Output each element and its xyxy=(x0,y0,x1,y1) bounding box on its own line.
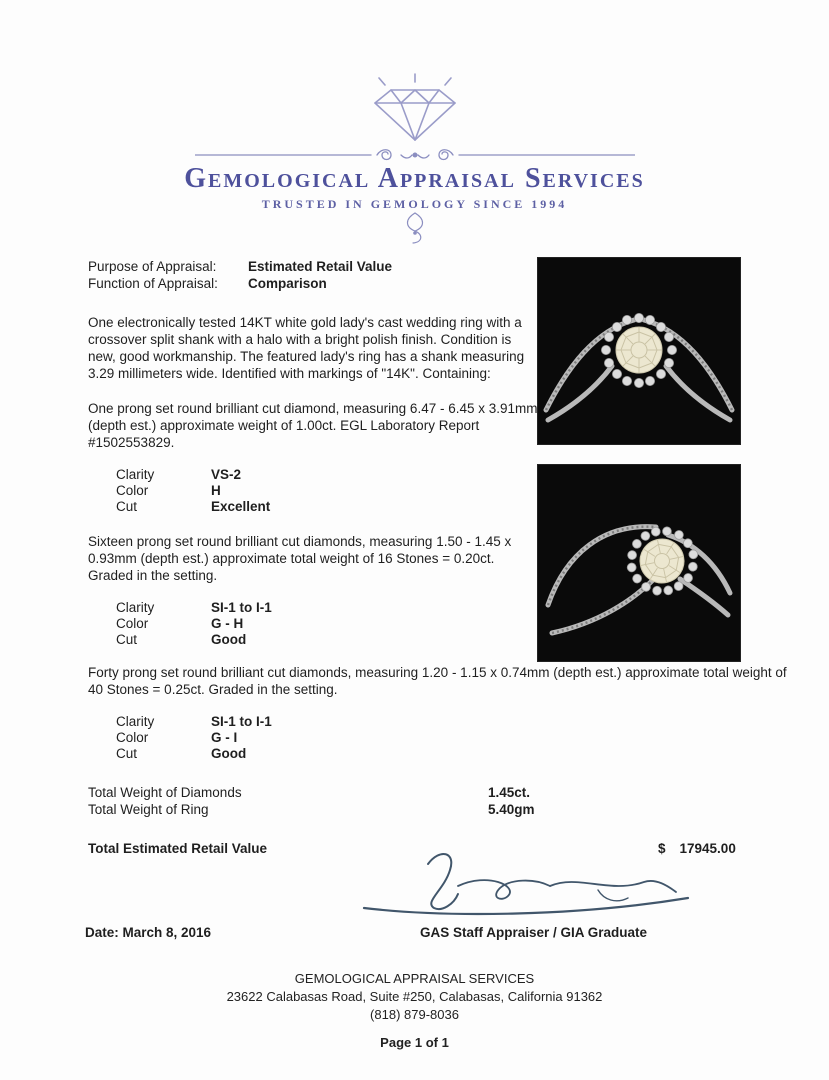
small-flourish-bottom-icon xyxy=(385,211,445,245)
grade-row xyxy=(116,483,793,499)
clarity-label: Clarity xyxy=(116,467,155,482)
color-label: Color xyxy=(116,483,149,498)
ring-description: One electronically tested 14KT white gold lady's cast wedding ring with a crossover split shank with a halo with a bright polish finish. Condition is new, good workmanship. The featured lady's ring has a shank measuring 3.29 millimeters wide. Identified with markings of "14K". Containing: xyxy=(88,315,525,381)
clarity-value: SI-1 to I-1 xyxy=(211,714,272,729)
brand-header xyxy=(0,70,829,245)
clarity-label: Clarity xyxy=(116,600,155,615)
brand-name: Gemological Appraisal Services xyxy=(184,163,645,194)
color-value: G - I xyxy=(211,730,238,745)
scroll-flourish-top-icon xyxy=(195,146,635,162)
date-label: Date: March 8, 2016 xyxy=(85,925,212,940)
total-diamonds-row xyxy=(88,784,793,801)
cut-value: Good xyxy=(211,746,247,761)
footer-address: 23622 Calabasas Road, Suite #250, Calabasas, California 91362 xyxy=(226,989,603,1004)
cut-label: Cut xyxy=(116,499,138,514)
stone-3-description: Forty prong set round brilliant cut diamonds, measuring 1.20 - 1.15 x 0.74mm (depth est.) approximate total weight of 40 Stones = 0.25ct. Graded in the setting. xyxy=(88,665,787,697)
grade-row xyxy=(116,499,793,515)
cut-label: Cut xyxy=(116,746,138,761)
grade-row xyxy=(116,632,793,648)
retail-value: 17945.00 xyxy=(679,841,736,856)
stone-1-description: One prong set round brilliant cut diamond, measuring 6.47 - 6.45 x 3.91mm (depth est.) approximate weight of 1.00ct. EGL Laboratory Report #1502553829. xyxy=(88,401,538,450)
totals-section xyxy=(88,784,793,818)
clarity-value: SI-1 to I-1 xyxy=(211,600,272,615)
function-value: Comparison xyxy=(248,276,327,291)
clarity-value: VS-2 xyxy=(211,467,242,482)
stone-2-grades xyxy=(116,600,793,648)
color-value: H xyxy=(211,483,221,498)
total-diamonds-value: 1.45ct. xyxy=(488,785,531,800)
stone-3-grades xyxy=(116,714,793,762)
color-label: Color xyxy=(116,616,149,631)
grade-row xyxy=(116,467,793,483)
grade-row xyxy=(116,746,793,762)
appraiser-signature xyxy=(358,846,694,932)
page-number: Page 1 of 1 xyxy=(380,1035,449,1050)
color-label: Color xyxy=(116,730,149,745)
purpose-value: Estimated Retail Value xyxy=(248,259,393,274)
grade-row xyxy=(116,714,793,730)
purpose-label: Purpose of Appraisal: xyxy=(88,259,217,274)
total-diamonds-label: Total Weight of Diamonds xyxy=(88,785,242,800)
grade-row xyxy=(116,730,793,746)
brand-tagline: TRUSTED IN GEMOLOGY SINCE 1994 xyxy=(261,197,568,211)
currency-symbol: $ xyxy=(658,841,666,856)
total-ring-row xyxy=(88,801,793,818)
grade-row xyxy=(116,616,793,632)
cut-value: Good xyxy=(211,632,247,647)
signature-icon xyxy=(358,846,694,932)
grade-row xyxy=(116,600,793,616)
cut-value: Excellent xyxy=(211,499,271,514)
footer-phone: (818) 879-8036 xyxy=(370,1007,459,1022)
clarity-label: Clarity xyxy=(116,714,155,729)
cut-label: Cut xyxy=(116,632,138,647)
stone-1-grades xyxy=(116,467,793,515)
signature-line-row xyxy=(85,924,785,941)
footer-company: GEMOLOGICAL APPRAISAL SERVICES xyxy=(294,971,535,986)
function-row xyxy=(88,275,793,292)
color-value: G - H xyxy=(211,616,244,631)
appraiser-title: GAS Staff Appraiser / GIA Graduate xyxy=(420,925,648,940)
diamond-logo-icon xyxy=(367,70,463,146)
appraisal-body xyxy=(88,258,793,857)
total-ring-label: Total Weight of Ring xyxy=(88,802,209,817)
stone-2-description: Sixteen prong set round brilliant cut diamonds, measuring 1.50 - 1.45 x 0.93mm (depth est.) approximate total weight of 16 Stones = 0.20ct. Graded in the setting. xyxy=(88,534,512,583)
function-label: Function of Appraisal: xyxy=(88,276,218,291)
total-ring-value: 5.40gm xyxy=(488,802,535,817)
document-footer xyxy=(0,970,829,1052)
purpose-row xyxy=(88,258,793,275)
retail-value-label: Total Estimated Retail Value xyxy=(88,841,268,856)
